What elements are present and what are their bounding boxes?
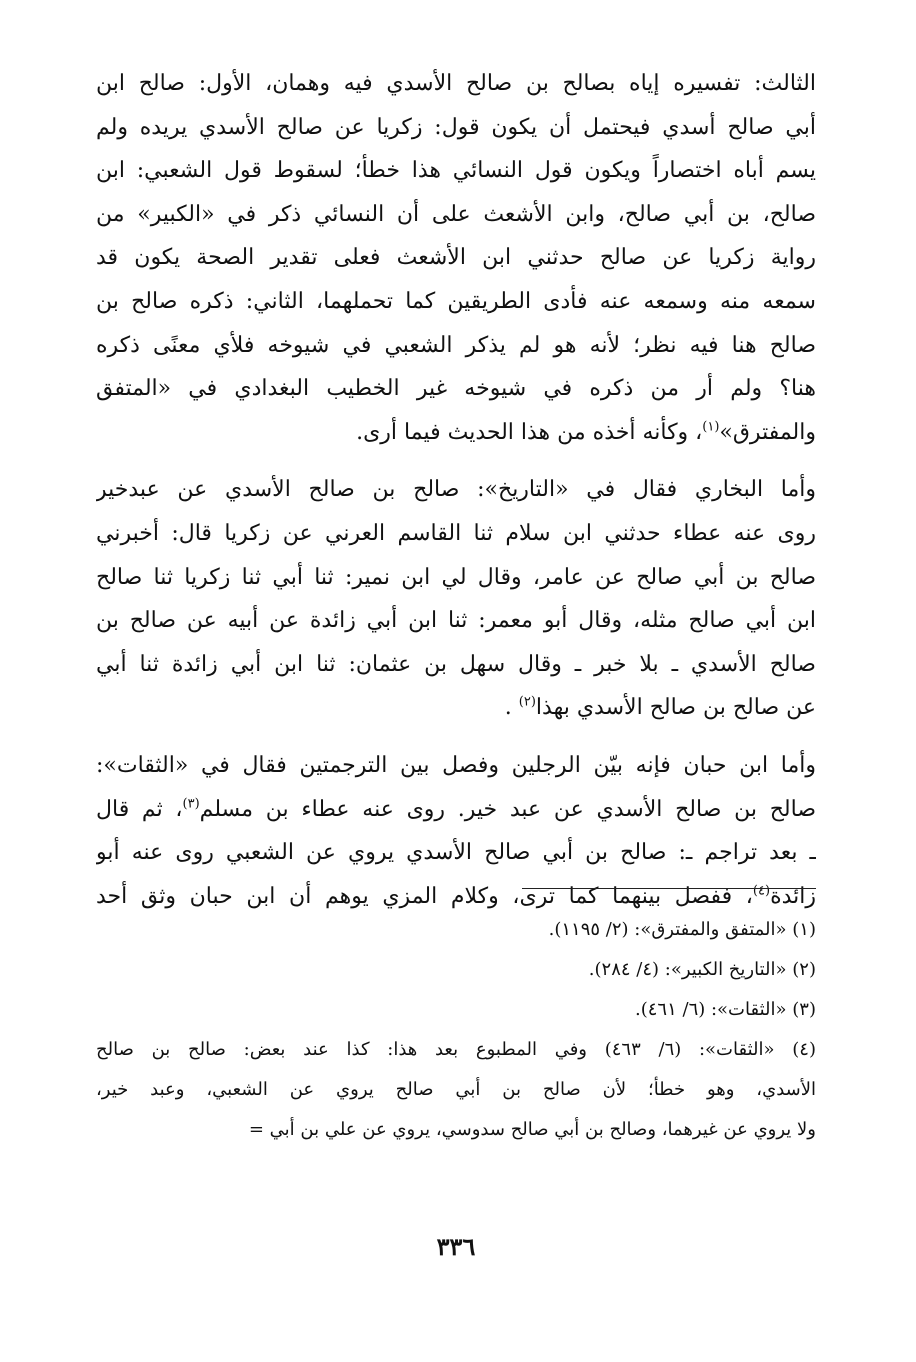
paragraph-1	[96, 62, 816, 454]
text-line: ـ بعد تراجم ـ: صالح بن أبي صالح الأسدي يروي عن الشعبي روى عنه أبو	[96, 840, 816, 866]
text-line: رواية زكريا عن صالح حدثني ابن الأشعث فعلى تقدير الصحة يكون قد	[96, 245, 816, 271]
text-segment: عن صالح بن صالح الأسدي بهذا	[535, 695, 816, 721]
text-line: أبي صالح أسدي فيحتمل أن يكون قول: زكريا عن صالح الأسدي يريده ولم	[96, 114, 816, 140]
text-line: وأما ابن حبان فإنه بيّن الرجلين وفصل بين الترجمتين فقال في «الثقات»:	[96, 752, 816, 778]
footnote-number: (٤)	[792, 1039, 816, 1060]
text-line: هنا؟ ولم أر من ذكره في شيوخه غير الخطيب البغدادي في «المتفق	[96, 376, 816, 402]
text-line: صالح بن أبي صالح عن عامر، وقال لي ابن نمير: ثنا أبي ثنا زكريا ثنا صالح	[96, 564, 816, 590]
text-line: يسم أباه اختصاراً ويكون قول النسائي هذا خطأ؛ لسقوط قول الشعبي: ابن	[96, 158, 816, 184]
text-line	[96, 788, 816, 832]
page-number: ٣٣٦	[436, 1232, 476, 1261]
book-page	[96, 62, 816, 1342]
footnote-text: «الثقات»: (٦/ ٤٦٣) وفي المطبوع بعد هذا: كذا عند بعض: صالح بن صالح	[96, 1039, 775, 1060]
text-segment: .	[504, 695, 519, 721]
footnote-text: «المتفق والمفترق»: (٢/ ١١٩٥).	[548, 919, 787, 940]
text-line: صالح الأسدي ـ بلا خبر ـ وقال سهل بن عثمان: ثنا ابن أبي زائدة ثنا أبي	[96, 651, 816, 677]
footnotes	[96, 910, 816, 1150]
text-segment: ، ثم قال	[96, 796, 183, 822]
text-line: روى عنه عطاء حدثني ابن سلام ثنا القاسم العرني عن زكريا قال: أخبرني	[96, 520, 816, 546]
text-segment: والمفترق»	[719, 419, 816, 445]
main-text	[96, 62, 816, 918]
footnote-line: الأسدي، وهو خطأ؛ لأن صالح بن أبي صالح يروي عن الشعبي، وعبد خير،	[96, 1079, 816, 1100]
text-line: سمعه منه وسمعه عنه فأدى الطريقين كما تحملهما، الثاني: ذكره صالح بن	[96, 288, 816, 314]
text-segment: زائدة	[770, 883, 816, 909]
text-line: صالح، بن أبي صالح، وابن الأشعث على أن النسائي ذكر في «الكبير» من	[96, 201, 816, 227]
text-segment: ، وكأنه أخذه من هذا الحديث فيما أرى.	[356, 419, 703, 445]
paragraph-3	[96, 744, 816, 918]
footnote-ref-4[interactable]: (٤)	[752, 883, 771, 899]
footnote-ref-1[interactable]: (١)	[702, 419, 720, 435]
footnote-3	[96, 990, 816, 1030]
text-line	[96, 686, 816, 730]
footnote-number: (١)	[792, 919, 816, 940]
footnote-4	[96, 1030, 816, 1150]
footnote-1	[96, 910, 816, 950]
text-segment: صالح بن صالح الأسدي عن عبد خير. روى عنه عطاء بن مسلم	[199, 796, 816, 822]
text-line: صالح هنا فيه نظر؛ لأنه هو لم يذكر الشعبي في شيوخه فلأي معنًى ذكره	[96, 332, 816, 358]
text-line: الثالث: تفسيره إياه بصالح بن صالح الأسدي فيه وهمان، الأول: صالح ابن	[96, 71, 816, 96]
footnote-ref-3[interactable]: (٣)	[182, 796, 200, 812]
text-segment: ، ففصل بينهما كما ترى، وكلام المزي يوهم أن ابن حبان وثق أحد	[96, 883, 753, 909]
footnote-number: (٢)	[792, 959, 816, 980]
footnote-text: «التاريخ الكبير»: (٤/ ٢٨٤).	[588, 959, 787, 980]
footnote-line: ولا يروي عن غيرهما، وصالح بن أبي صالح سدوسي، يروي عن علي بن أبي =	[248, 1119, 816, 1140]
footnote-2	[96, 950, 816, 990]
footnote-line	[96, 1030, 816, 1070]
paragraph-2	[96, 468, 816, 730]
text-line: وأما البخاري فقال في «التاريخ»: صالح بن صالح الأسدي عن عبدخير	[96, 477, 816, 503]
footnote-text: «الثقات»: (٦/ ٤٦١).	[635, 999, 787, 1020]
text-line	[96, 411, 816, 455]
footnote-divider	[522, 888, 816, 889]
footnote-ref-2[interactable]: (٢)	[518, 694, 536, 710]
footnote-number: (٣)	[792, 999, 816, 1020]
text-line: ابن أبي صالح مثله، وقال أبو معمر: ثنا ابن أبي زائدة عن أبيه عن صالح بن	[96, 608, 816, 634]
